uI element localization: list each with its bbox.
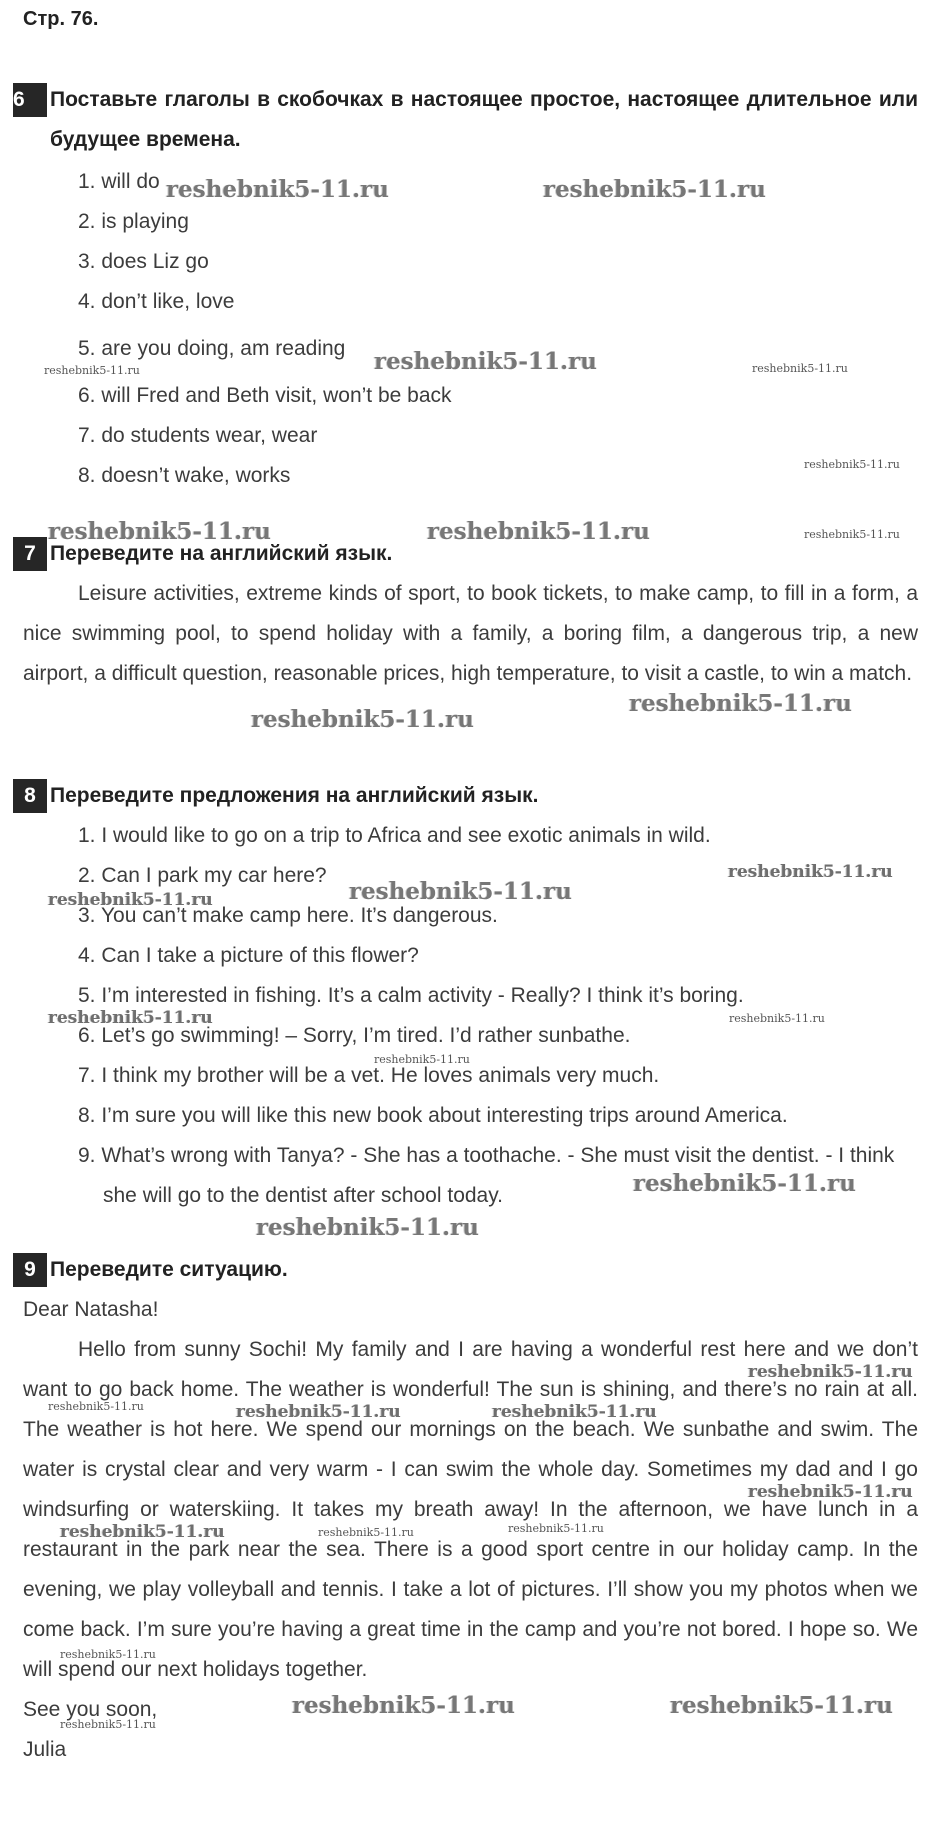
watermark: reshebnik5-11.ru bbox=[748, 1482, 913, 1502]
watermark: reshebnik5-11.ru bbox=[256, 1214, 479, 1241]
watermark: reshebnik5-11.ru bbox=[48, 890, 213, 910]
letter-body: Hello from sunny Sochi! My family and I are having a wonderful rest here and we don’t want to go back home. The weather is wonderful! The sun is shining, and there’s no rain at all. The weather is hot here. We spend our mornings on the beach. We sunbathe and swim. The water is crystal clear and very warm - I can swim the whole day. Sometimes my dad and I go windsurfing or waterskiing. It takes my breath away! In the afternoon, we have lunch in a restaurant in the park near the sea. There is a good sport centre in our holiday camp. In the evening, we play volleyball and tennis. I take a lot of pictures. I’ll show you my photos when we come back. I’m sure you’re having a great time in the camp and you’re not bored. I hope so. We will spend our next holidays together. bbox=[23, 1338, 918, 1681]
exercise-7-heading bbox=[0, 534, 936, 574]
list-item: 8. doesn’t wake, works bbox=[78, 464, 291, 487]
watermark: reshebnik5-11.ru bbox=[492, 1402, 657, 1422]
list-item: 2. Can I park my car here? bbox=[78, 864, 327, 887]
list-item: 1. I would like to go on a trip to Africa and see exotic animals in wild. bbox=[78, 824, 711, 847]
exercise-number-badge: 7 bbox=[13, 537, 47, 571]
list-item: 9. What’s wrong with Tanya? - She has a toothache. - She must visit the dentist. - I think she will go to the dentist after school today. bbox=[78, 1144, 895, 1207]
watermark: reshebnik5-11.ru bbox=[236, 1402, 401, 1422]
watermark: reshebnik5-11.ru bbox=[629, 690, 852, 717]
watermark: reshebnik5-11.ru bbox=[251, 706, 474, 733]
list-item: 7. I think my brother will be a vet. He loves animals very much. bbox=[78, 1064, 660, 1087]
list-item: 3. does Liz go bbox=[78, 250, 209, 273]
exercise-title: Переведите предложения на английский язык. bbox=[50, 784, 539, 807]
watermark: reshebnik5-11.ru bbox=[48, 1008, 213, 1028]
watermark: reshebnik5-11.ru bbox=[427, 518, 650, 545]
watermark: reshebnik5-11.ru bbox=[804, 528, 900, 541]
letter-greeting: Dear Natasha! bbox=[23, 1298, 159, 1321]
exercise-6 bbox=[0, 80, 936, 496]
list-item: 5. are you doing, am reading bbox=[78, 337, 346, 360]
watermark: reshebnik5-11.ru bbox=[166, 176, 389, 203]
watermark: reshebnik5-11.ru bbox=[670, 1692, 893, 1719]
list-item: 6. Let’s go swimming! – Sorry, I’m tired. I’d rather sunbathe. bbox=[78, 1024, 631, 1047]
watermark: reshebnik5-11.ru bbox=[804, 458, 900, 471]
exercise-9-heading bbox=[0, 1250, 936, 1290]
list-item: 4. Can I take a picture of this flower? bbox=[78, 944, 419, 967]
watermark: reshebnik5-11.ru bbox=[752, 362, 848, 375]
watermark: reshebnik5-11.ru bbox=[48, 518, 271, 545]
watermark: reshebnik5-11.ru bbox=[508, 1522, 604, 1535]
exercise-text: Leisure activities, extreme kinds of sport, to book tickets, to make camp, to fill in a form, a nice swimming pool, to spend holiday with a family, a boring film, a dangerous trip, a new airport, a difficult question, reasonable prices, high temperature, to visit a castle, to win a match. bbox=[23, 582, 918, 685]
watermark: reshebnik5-11.ru bbox=[374, 1053, 470, 1066]
watermark: reshebnik5-11.ru bbox=[349, 878, 572, 905]
exercise-title: Переведите на английский язык. bbox=[50, 542, 393, 565]
exercise-8 bbox=[0, 776, 936, 1216]
watermark: reshebnik5-11.ru bbox=[729, 1012, 825, 1025]
list-item: 2. is playing bbox=[78, 210, 189, 233]
list-item: 4. don’t like, love bbox=[78, 290, 235, 313]
watermark: reshebnik5-11.ru bbox=[48, 1400, 144, 1413]
watermark: reshebnik5-11.ru bbox=[292, 1692, 515, 1719]
list-item: 7. do students wear, wear bbox=[78, 424, 318, 447]
page-header: Стр. 76. bbox=[23, 8, 99, 30]
list-item: 6. will Fred and Beth visit, won’t be back bbox=[78, 384, 452, 407]
watermark: reshebnik5-11.ru bbox=[543, 176, 766, 203]
exercise-number-badge: 9 bbox=[13, 1253, 47, 1287]
exercise-9 bbox=[0, 1250, 936, 1770]
exercise-number-badge: 6 bbox=[13, 83, 47, 117]
watermark: reshebnik5-11.ru bbox=[374, 348, 597, 375]
letter-closing: See you soon, bbox=[23, 1698, 158, 1721]
exercise-title: Поставьте глаголы в скобочках в настоящее простое, настоящее длительное или будущее времена. bbox=[50, 88, 918, 151]
watermark: reshebnik5-11.ru bbox=[60, 1648, 156, 1661]
exercise-number-badge: 8 bbox=[13, 779, 47, 813]
letter-signature: Julia bbox=[23, 1738, 67, 1761]
list-item: 5. I’m interested in fishing. It’s a calm activity - Really? I think it’s boring. bbox=[78, 984, 744, 1007]
exercise-title: Переведите ситуацию. bbox=[50, 1258, 288, 1281]
exercise-8-heading bbox=[0, 776, 936, 816]
list-item: 1. will do bbox=[78, 170, 160, 193]
watermark: reshebnik5-11.ru bbox=[60, 1718, 156, 1731]
answer-list bbox=[0, 162, 936, 496]
exercise-6-heading bbox=[0, 80, 936, 160]
watermark: reshebnik5-11.ru bbox=[633, 1170, 856, 1197]
answer-list bbox=[0, 816, 936, 1216]
watermark: reshebnik5-11.ru bbox=[748, 1362, 913, 1382]
list-item: 3. You can’t make camp here. It’s dangerous. bbox=[78, 904, 498, 927]
exercise-7 bbox=[0, 534, 936, 694]
watermark: reshebnik5-11.ru bbox=[60, 1522, 225, 1542]
list-item: 8. I’m sure you will like this new book about interesting trips around America. bbox=[78, 1104, 788, 1127]
watermark: reshebnik5-11.ru bbox=[318, 1526, 414, 1539]
watermark: reshebnik5-11.ru bbox=[728, 862, 893, 882]
watermark: reshebnik5-11.ru bbox=[44, 364, 140, 377]
